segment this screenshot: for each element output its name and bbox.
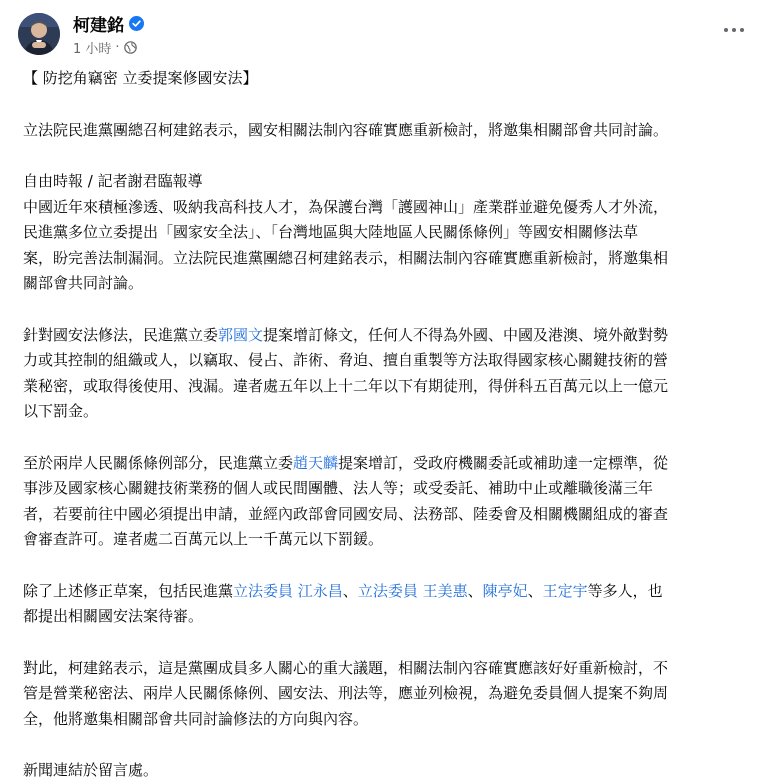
- mention-link[interactable]: 趙天麟: [293, 453, 339, 472]
- paragraph-2-line-1: 自由時報 / 記者謝君臨報導: [23, 172, 203, 190]
- paragraph-5-text-a: 除了上述修正草案，包括民進黨: [23, 581, 234, 600]
- separator: 、: [467, 581, 483, 600]
- post-meta: [73, 38, 137, 57]
- paragraph-5-line-2: 都提出相關國安法案待審。: [23, 607, 204, 625]
- meta-separator: ·: [115, 40, 120, 55]
- paragraph-3-line-3: 業秘密，或取得後使用、洩漏。違者處五年以上十二年以下有期徒刑，得併科五百萬元以上一億元: [23, 376, 669, 395]
- separator: 、: [527, 581, 543, 600]
- paragraph-6-line-1: 對此，柯建銘表示，這是黨團成員多人關心的重大議題，相關法制內容確實應該好好重新檢討，不: [23, 658, 669, 677]
- paragraph-4-text-b: 提案增訂，受政府機關委託或補助達一定標準，從: [338, 453, 669, 472]
- paragraph-4-text-a: 至於兩岸人民關係條例部分，民進黨立委: [23, 453, 294, 472]
- paragraph-3-line-4: 以下罰金。: [23, 402, 99, 420]
- paragraph-7: 新聞連結於留言處。: [23, 761, 159, 779]
- verified-badge-icon: [129, 16, 144, 31]
- paragraph-3-text-a: 針對國安法修法，民進黨立委: [23, 325, 219, 344]
- separator: 、: [342, 581, 358, 600]
- paragraph-4-line-2: 事涉及國家核心關鍵技術業務的個人或民間團體、法人等；或受委託、補助中止或離職後滿三年: [23, 479, 654, 497]
- post-header: [0, 0, 768, 70]
- paragraph-5-text-b: 等多人，也: [587, 581, 663, 600]
- paragraph-4-line-1: [23, 451, 751, 477]
- paragraph-6-line-2: 管是營業秘密法、兩岸人民關係條例、國安法、刑法等，應並列檢視，為避免委員個人提案不夠周: [23, 684, 669, 702]
- mention-link[interactable]: 立法委員 王美惠: [357, 581, 468, 600]
- paragraph-3-line-2: 力或其控制的組織或人，以竊取、侵占、詐術、脅迫、擅自重製等方法取得國家核心關鍵技術的營: [23, 351, 669, 369]
- paragraph-5-line-1: [23, 579, 751, 605]
- paragraph-2-line-4: 案，盼完善法制漏洞。立法院民進黨團總召柯建銘表示，相關法制內容確實應重新檢討，將邀集相: [23, 248, 669, 267]
- paragraph-3-line-1: [23, 323, 751, 349]
- mention-link[interactable]: 郭國文: [218, 325, 264, 344]
- post-timestamp[interactable]: 1 小時: [73, 42, 112, 57]
- paragraph-2-line-3: 民進黨多位立委提出「國家安全法」、「台灣地區與大陸地區人民關係條例」等國安相關修法草: [23, 223, 639, 241]
- paragraph-6-line-3: 全，他將邀集相關部會共同討論修法的方向與內容。: [23, 709, 369, 728]
- paragraph-2-line-2: 中國近年來積極滲透、吸納我高科技人才，為保護台灣「護國神山」產業群並避免優秀人才外流，: [23, 197, 669, 216]
- author-name-row: [73, 11, 144, 36]
- post-body: [23, 66, 751, 784]
- paragraph-4-line-4: 會審查許可。違者處二百萬元以上一千萬元以下罰鍰。: [23, 530, 384, 548]
- mention-link[interactable]: 立法委員 江永昌: [233, 581, 343, 600]
- mention-link[interactable]: 陳亭妃: [482, 581, 528, 600]
- paragraph-4-line-3: 者，若要前往中國必須提出申請，並經內政部會同國安局、法務部、陸委會及相關機關組成的審查: [23, 504, 669, 523]
- mention-link[interactable]: 王定宇: [542, 581, 588, 600]
- author-avatar[interactable]: [18, 13, 60, 55]
- paragraph-1: 立法院民進黨團總召柯建銘表示，國安相關法制內容確實應重新檢討，將邀集相關部會共同討論。: [23, 120, 669, 139]
- paragraph-2-line-5: 關部會共同討論。: [23, 274, 144, 292]
- globe-icon[interactable]: [124, 41, 137, 54]
- author-name[interactable]: 柯建銘: [73, 16, 124, 36]
- more-options-icon[interactable]: [716, 12, 752, 48]
- paragraph-3-text-b: 提案增訂條文，任何人不得為外國、中國及港澳、境外敵對勢: [263, 325, 669, 344]
- post-title: 【 防挖角竊密 立委提案修國安法】: [23, 69, 258, 87]
